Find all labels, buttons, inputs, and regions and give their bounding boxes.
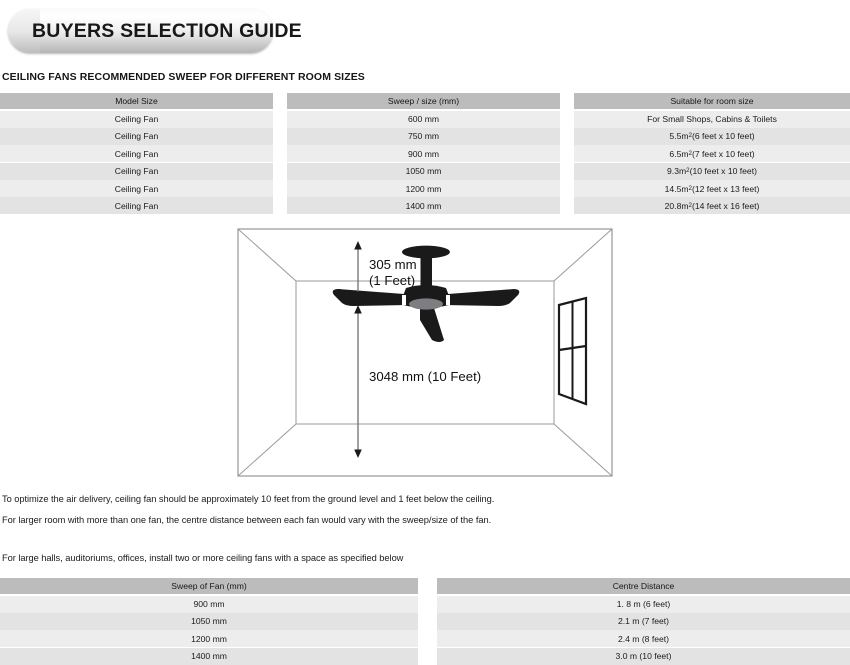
room-area-unit: m (681, 183, 689, 194)
note-centre-distance: For larger room with more than one fan, the centre distance between each fan would vary with the sweep/size of the fan. (2, 515, 492, 525)
room-dimensions: (14 feet x 16 feet) (692, 200, 760, 211)
room-dimensions: (12 feet x 13 feet) (692, 183, 760, 194)
room-area-unit: m (681, 131, 689, 142)
room-size-text: For Small Shops, Cabins & Toilets (647, 114, 777, 124)
room-area-value: 14.5 (664, 183, 682, 194)
table-row: 1400 mm (287, 197, 560, 214)
banner-title: BUYERS SELECTION GUIDE (32, 19, 302, 42)
table-row: 1050 mm (287, 163, 560, 180)
table-row: 20.8 m 2 (14 feet x 16 feet) (574, 197, 850, 214)
table-row: Ceiling Fan (0, 128, 273, 145)
room-area-unit: m (681, 148, 689, 159)
room-area-value: 9.3 (667, 166, 679, 177)
ceiling-fan-room-diagram (230, 222, 620, 484)
title-banner (8, 9, 302, 53)
room-area-unit: m (681, 200, 689, 211)
sweep-room-size-table (0, 93, 850, 215)
table-row: 750 mm (287, 128, 560, 145)
room-area-value: 6.5 (669, 148, 682, 159)
table-row: 1400 mm (0, 648, 418, 665)
room-dimensions: (10 feet x 10 feet) (689, 166, 757, 177)
dimension-label-ceiling-drop-line2: (1 Feet) (369, 273, 416, 288)
column-header-centre-distance: Centre Distance (437, 578, 850, 594)
column-header-model-size: Model Size (0, 93, 273, 109)
table-row: 2.4 m (8 feet) (437, 630, 850, 647)
table-row: Ceiling Fan (0, 111, 273, 128)
column-sweep-of-fan (0, 578, 418, 665)
column-suitable-room-size (574, 93, 850, 215)
column-header-sweep-of-fan: Sweep of Fan (mm) (0, 578, 418, 594)
room-dimensions: (7 feet x 10 feet) (692, 148, 755, 159)
table-row: 14.5 m 2 (12 feet x 13 feet) (574, 180, 850, 197)
dimension-label-floor-height: 3048 mm (10 Feet) (369, 369, 482, 384)
room-area-unit: m (678, 166, 687, 177)
note-large-halls: For large halls, auditoriums, offices, install two or more ceiling fans with a space as specified below (2, 553, 404, 563)
table-row: 1. 8 m (6 feet) (437, 596, 850, 613)
column-sweep-size (287, 93, 560, 215)
dimension-label-ceiling-drop-line1: 305 mm (369, 257, 417, 272)
room-dimensions: (6 feet x 10 feet) (692, 131, 755, 142)
table-row: Ceiling Fan (0, 145, 273, 162)
table-row: 5.5 m 2 (6 feet x 10 feet) (574, 128, 850, 145)
table-row: Ceiling Fan (0, 163, 273, 180)
section-heading: CEILING FANS RECOMMENDED SWEEP FOR DIFFERENT ROOM SIZES (2, 71, 365, 83)
table-row (574, 111, 850, 128)
room-area-value: 5.5 (669, 131, 682, 142)
column-centre-distance (437, 578, 850, 665)
table-row: 900 mm (287, 145, 560, 162)
table-row: Ceiling Fan (0, 197, 273, 214)
note-air-delivery: To optimize the air delivery, ceiling fan should be approximately 10 feet from the ground level and 1 feet below the ceiling. (2, 494, 495, 504)
window-icon (559, 298, 586, 404)
table-row: 2.1 m (7 feet) (437, 613, 850, 630)
column-header-room-size: Suitable for room size (574, 93, 850, 109)
room-area-value: 20.8 (664, 200, 682, 211)
column-model-size (0, 93, 273, 215)
table-row: 6.5 m 2 (7 feet x 10 feet) (574, 145, 850, 162)
table-row: 3.0 m (10 feet) (437, 648, 850, 665)
table-row: 900 mm (0, 596, 418, 613)
table-row: 9.3 m 2 (10 feet x 10 feet) (574, 163, 850, 180)
table-row: Ceiling Fan (0, 180, 273, 197)
table-row: 1200 mm (0, 630, 418, 647)
table-row: 1200 mm (287, 180, 560, 197)
fan-spacing-table (0, 578, 850, 665)
table-row: 600 mm (287, 111, 560, 128)
column-header-sweep-size: Sweep / size (mm) (287, 93, 560, 109)
table-row: 1050 mm (0, 613, 418, 630)
